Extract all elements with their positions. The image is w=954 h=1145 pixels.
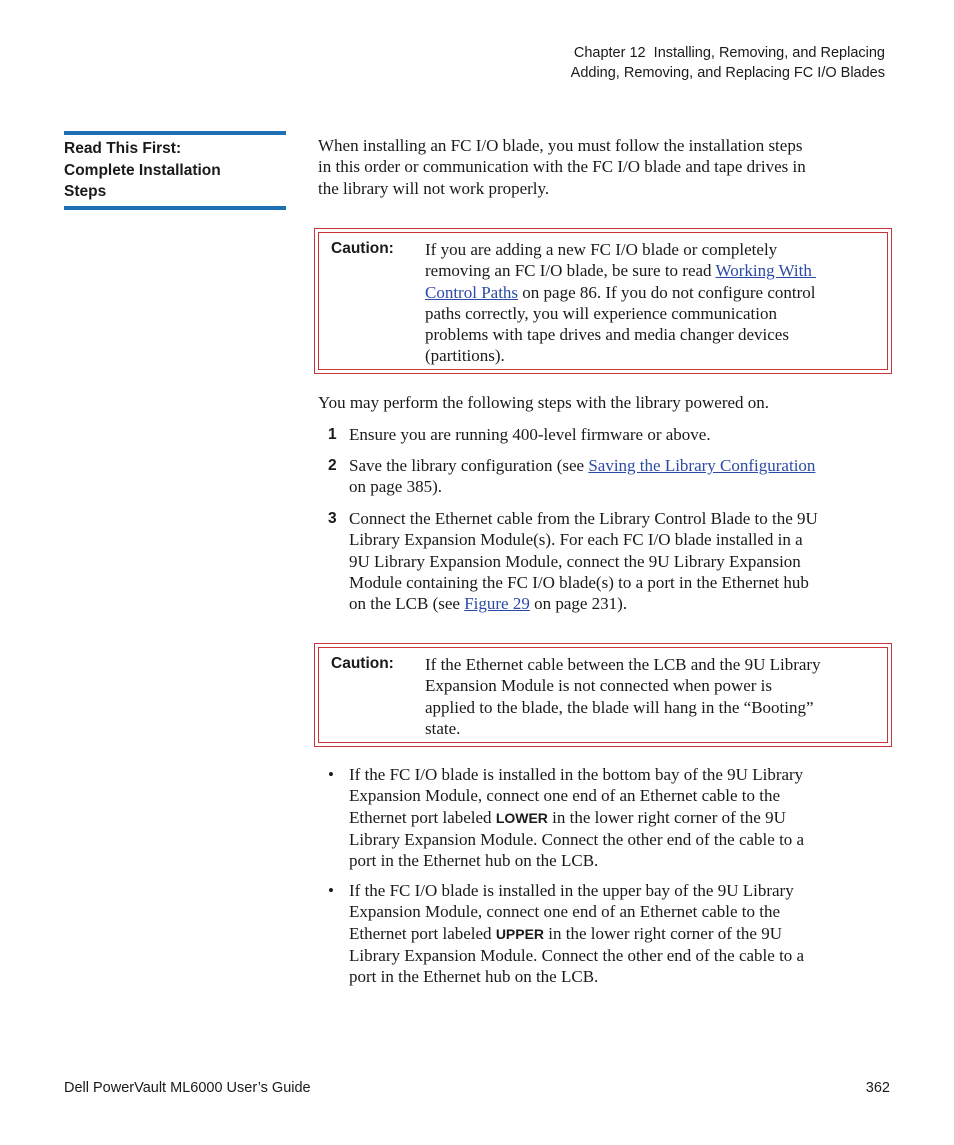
text-span: Ethernet port labeled	[349, 807, 496, 827]
text-line: Ensure you are running 400-level firmware or above.	[349, 425, 711, 444]
text-line: 9U Library Expansion Module, connect the 9U Library Expansion	[349, 551, 801, 571]
text-line: If the Ethernet cable between the LCB and the 9U Library	[425, 655, 821, 674]
section-title: Adding, Removing, and Replacing FC I/O Blades	[570, 65, 885, 81]
bullet-icon: •	[328, 765, 334, 784]
text-span: on page 86. If you do not configure control	[518, 282, 816, 302]
caution-inner-frame	[318, 647, 888, 743]
side-heading-line: Read This First:	[64, 140, 182, 157]
text-line	[425, 282, 887, 303]
text-line: the library will not work properly.	[318, 178, 550, 198]
text-line: Library Expansion Module. Connect the other end of the cable to a	[349, 829, 805, 849]
caution-text	[425, 239, 887, 367]
text-span: removing an FC I/O blade, be sure to read	[425, 261, 716, 281]
caution-text	[425, 654, 887, 739]
text-line: Module containing the FC I/O blade(s) to a port in the Ethernet hub	[349, 572, 809, 592]
footer-title: Dell PowerVault ML6000 User’s Guide	[64, 1080, 311, 1096]
intro-paragraph	[318, 135, 890, 199]
saving-library-configuration-link[interactable]: Saving the Library Configuration	[588, 456, 816, 475]
text-line: on page 385).	[349, 477, 443, 497]
step-number: 2	[328, 457, 337, 474]
text-line: Library Expansion Module. Connect the other end of the cable to a	[349, 945, 805, 965]
text-line: Library Expansion Module(s). For each FC I/O blade installed in a	[349, 530, 803, 550]
caution-label: Caution:	[331, 240, 394, 257]
step-text	[349, 455, 894, 498]
text-line	[349, 455, 894, 476]
text-line	[349, 807, 894, 829]
powered-on-paragraph: You may perform the following steps with the library powered on.	[318, 393, 770, 412]
caution-box	[314, 643, 892, 747]
text-line	[349, 593, 894, 614]
text-line: port in the Ethernet hub on the LCB.	[349, 851, 599, 871]
text-line: Expansion Module, connect one end of an Ethernet cable to the	[349, 902, 780, 922]
step-number: 3	[328, 510, 337, 527]
text-span: on page 231).	[529, 594, 628, 614]
text-line: (partitions).	[425, 346, 505, 366]
bullet-text	[349, 764, 894, 871]
text-line: problems with tape drives and media changer devices	[425, 325, 789, 345]
text-line	[349, 923, 894, 945]
figure-29-link[interactable]: Figure 29	[464, 594, 530, 614]
caution-inner-frame	[318, 232, 888, 370]
text-line: in this order or communication with the FC I/O blade and tape drives in	[318, 157, 806, 177]
running-header	[571, 43, 885, 83]
caution-box	[314, 228, 892, 374]
side-heading-line: Steps	[64, 183, 107, 200]
step-text	[349, 508, 894, 614]
text-line: Expansion Module is not connected when power is	[425, 676, 773, 696]
bullet-text	[349, 880, 894, 987]
working-with-control-paths-link[interactable]: Control Paths	[425, 282, 519, 302]
text-span: Save the library configuration (see	[349, 456, 589, 475]
text-line: If the FC I/O blade is installed in the bottom bay of the 9U Library	[349, 765, 804, 784]
text-line: If you are adding a new FC I/O blade or completely	[425, 240, 778, 259]
port-label-lower: LOWER	[495, 809, 548, 826]
text-line: When installing an FC I/O blade, you must follow the installation steps	[318, 136, 803, 155]
text-span: in the lower right corner of the 9U	[547, 807, 786, 827]
page-number: 362	[865, 1080, 890, 1096]
step-text	[349, 424, 894, 445]
step-number: 1	[328, 426, 337, 443]
working-with-control-paths-link[interactable]: Working With	[715, 261, 817, 281]
text-line: Expansion Module, connect one end of an Ethernet cable to the	[349, 786, 780, 806]
text-line: port in the Ethernet hub on the LCB.	[349, 967, 599, 987]
text-line: applied to the blade, the blade will hang in the “Booting”	[425, 697, 814, 717]
text-line: Connect the Ethernet cable from the Library Control Blade to the 9U	[349, 509, 818, 528]
text-line: state.	[425, 718, 461, 738]
text-span: Ethernet port labeled	[349, 923, 496, 943]
side-heading-line: Complete Installation	[64, 161, 221, 179]
text-span: on the LCB (see	[349, 594, 465, 614]
text-span: in the lower right corner of the 9U	[544, 923, 782, 943]
text-line	[425, 260, 887, 281]
text-line: If the FC I/O blade is installed in the upper bay of the 9U Library	[349, 881, 794, 900]
text-line: paths correctly, you will experience communication	[425, 303, 777, 323]
port-label-upper: UPPER	[495, 925, 545, 942]
bullet-icon: •	[328, 881, 334, 900]
caution-label: Caution:	[331, 655, 394, 672]
chapter-title: Chapter 12 Installing, Removing, and Replacing	[573, 45, 885, 61]
side-heading	[64, 131, 286, 210]
